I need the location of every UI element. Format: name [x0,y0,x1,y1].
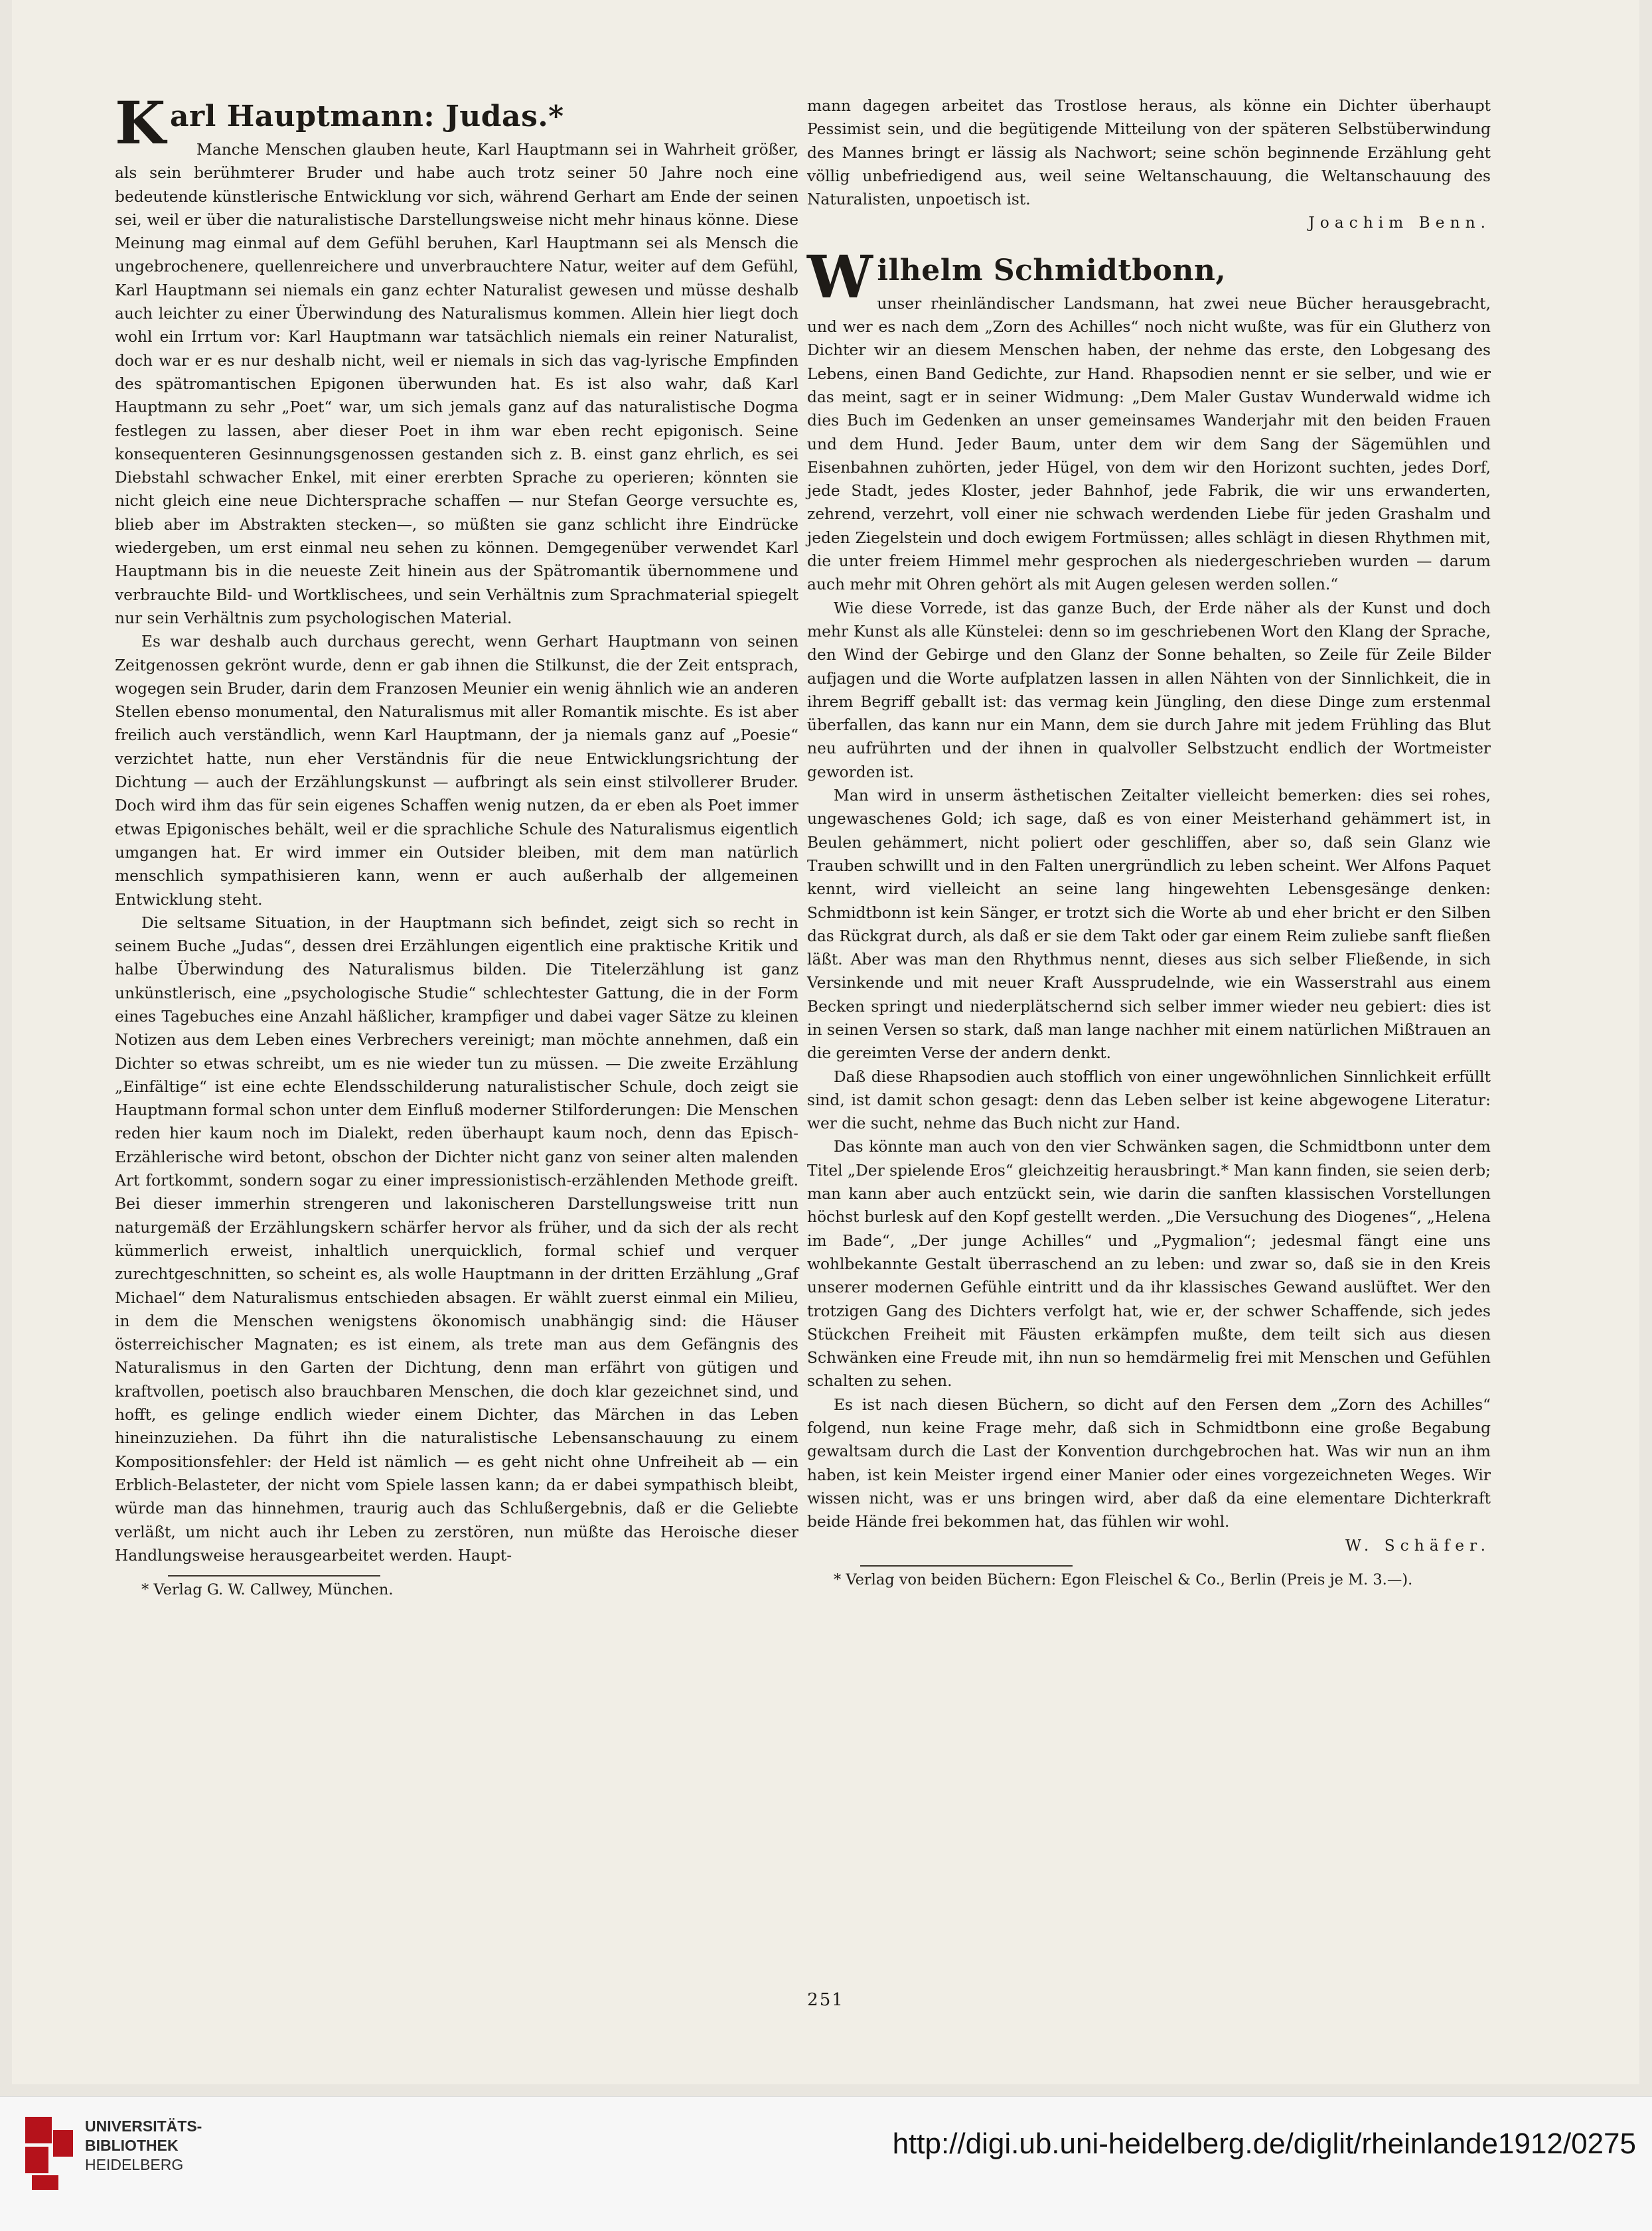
digitization-footer [0,2096,1652,2231]
article-paragraph: unser rheinländischer Landsmann, hat zwei neue Bücher herausgebracht, und wer es nach dem „Zorn des Achilles“ noch nicht wußte, was für ein Glutherz von Dichter wir an diesem Menschen haben, der nehme das erste, den Lobgesang des Lebens, einen Band Gedichte, zur Hand. Rhapsodien nennt er sie selber, und wie er das meint, sagt er in seiner Widmung: „Dem Maler Gustav Wunderwald widme ich dies Buch im Gedenken an unser gemeinsames Wanderjahr mit den beiden Frauen und dem Hund. Jeder Baum, unter dem wir dem Sang der Sägemühlen und Eisenbahnen zuhörten, jeder Hügel, von dem wir den Horizont suchten, jedes Dorf, jede Stadt, jedes Kloster, jeder Bahnhof, jede Fabrik, die wir uns erwanderten, zehrend, verzehrt, voll einer nie schwach werdenden Liebe für jeden Grashalm und jeden Ziegelstein und doch ewigem Fortmüssen; alles schlägt in diesen Rhythmen mit, die unter freiem Himmel mehr gesprochen als niedergeschrieben wurden — darum auch mehr mit Ohren gehört als mit Augen gelesen werden sollen.“ [807,294,1491,594]
footnote: * Verlag von beiden Büchern: Egon Fleischel & Co., Berlin (Preis je M. 3.—). [834,1571,1413,1588]
drop-cap: W [807,242,873,311]
footnote-divider [860,1565,1073,1567]
author-signature: Joachim Benn. [1308,214,1491,232]
library-name-line: HEIDELBERG [85,2156,184,2173]
page-number: 251 [807,1990,844,2010]
article-title-text: ilhelm Schmidtbonn, [877,253,1227,287]
library-name [85,2117,202,2175]
left-column [115,88,798,1600]
permalink-url[interactable]: http://digi.ub.uni-heidelberg.de/diglit/rheinlande1912/0275 [892,2127,1636,2160]
footnote-divider [168,1575,380,1577]
article-paragraph: Wie diese Vorrede, ist das ganze Buch, der Erde näher als der Kunst und doch mehr Kunst als alle Künstelei: denn so im geschriebenen Wort den Klang der Sprache, den Wind der Gebirge und den Glanz der Sonne behalten, so Zeile für Zeile Bilder aufjagen und die Worte aufplatzen lassen in allen Nähten von der Sinnlichkeit, die in ihrem Begriff geballt ist: das vermag kein Jüngling, den diese Dinge zum erstenmal überfallen, das kann nur ein Mann, dem sie durch Jahre mit jedem Frühling das Blut neu aufrührten und der ihnen in qualvoller Selbstzucht endlich der Wortmeister geworden ist. [807,599,1491,781]
article-paragraph: Manche Menschen glauben heute, Karl Hauptmann sei in Wahrheit größer, als sein berühmterer Bruder und habe auch trotz seiner 50 Jahre noch eine bedeutende künstlerische Entwicklung vor sich, während Gerhart am Ende der seinen sei, weil er über die naturalistische Darstellungsweise nicht mehr hinaus könne. Diese Meinung mag einmal auf dem Gefühl beruhen, Karl Hauptmann sei als Mensch die ungebrochenere, quellenreichere und unverbrauchtere Natur, weiter auf dem Gefühl, Karl Hauptmann sei niemals ein ganz echter Naturalist gewesen und müsse deshalb auch leichter zu einer Überwindung des Naturalismus kommen. Allein hier liegt doch wohl ein Irrtum vor: Karl Hauptmann war tatsächlich niemals ein reiner Naturalist, doch war er es nur deshalb nicht, weil er niemals in sich das vag-lyrische Empfinden des spätromantischen Epigonen überwunden hat. Es ist also wahr, daß Karl Hauptmann zu sehr „Poet“ war, um sich jemals ganz auf das naturalistische Dogma festlegen zu lassen, aber dieser Poet in ihm war eben recht epigonisch. Seine konsequenteren Gesinnungsgenossen gestanden sich z. B. einst ganz ehrlich, es sei Diebstahl schwacher Enkel, mit einer ererbten Sprache zu operieren; könnten sie nicht gleich eine neue Dichtersprache schaffen — nur Stefan George versuchte es, blieb aber im Abstrakten stecken—, so müßten sie ganz schlicht ihre Eindrücke wiedergeben, um erst einmal neu sehen zu können. Demgegenüber verwendet Karl Hauptmann bis in die neueste Zeit hinein aus der Spätromantik übernommene und verbrauchte Bild- und Wortklischees, und sein Verhältnis zum Sprachmaterial spiegelt nur sein Verhältnis zum psychologischen Material. [115,141,798,627]
article-continuation: mann dagegen arbeitet das Trostlose heraus, als könne ein Dichter überhaupt Pessimist sein, und die begütigende Mitteilung von der späteren Selbstüberwindung des Mannes bringt er lässig als Nachwort; seine schön beginnende Erzählung geht völlig unbefriedigend aus, weil seine Weltanschauung, die Weltanschauung des Naturalisten, unpoetisch ist. [807,97,1491,209]
university-library-logo-icon [12,2110,78,2196]
article-title-schmidtbonn [807,242,1491,311]
article-paragraph: Die seltsame Situation, in der Hauptmann sich befindet, zeigt sich so recht in seinem Buche „Judas“, dessen drei Erzählungen eigentlich eine praktische Kritik und halbe Überwindung des Naturalismus bilden. Die Titelerzählung ist ganz unkünstlerisch, eine „psychologische Studie“ schlechtester Gattung, die in der Form eines Tagebuches eine Anzahl häßlicher, krampfiger und dabei vager Sätze zu kleinen Notizen aus dem Leben eines Verbrechers vereinigt; man möchte annehmen, daß ein Dichter so etwas schreibt, um es nie wieder tun zu müssen. — Die zweite Erzählung „Einfältige“ ist eine echte Elendsschilderung naturalistischer Schule, doch zeigt sie Hauptmann formal schon unter dem Einfluß moderner Stilforderungen: Die Menschen reden hier kaum noch im Dialekt, reden überhaupt kaum noch, denn das Episch-Erzählerische wird betont, obschon der Dichter nicht ganz von seiner alten malenden Art fortkommt, sondern sogar zu einer impressionistisch-erzählenden Methode greift. Bei dieser immerhin strengeren und lakonischeren Darstellungsweise tritt nun naturgemäß der Erzählungskern schärfer hervor als früher, und da sich der als recht kümmerlich erweist, inhaltlich unerquicklich, formal schief und verquer zurechtgeschnitten, so scheint es, als wolle Hauptmann in der dritten Erzählung „Graf Michael“ dem Naturalismus entschieden absagen. Er wählt zuerst einmal ein Milieu, in dem die Menschen wenigstens ökonomisch unabhängig sind: die Häuser österreichischer Magnaten; es ist einem, als trete man aus dem Gefängnis des Naturalismus in den Garten der Dichtung, denn man erfährt von gütigen und kraftvollen, poetisch also brauchbaren Menschen, die doch klar gezeichnet sind, und hofft, es gelinge endlich wieder einem Dichter, das Märchen in das Leben hineinzuziehen. Da führt ihn die naturalistische Lebensanschauung zu einem Kompositionsfehler: der Held ist nämlich — es geht nicht ohne Unfreiheit ab — ein Erblich-Belasteter, der nicht vom Spiele lassen kann; da er dabei sympathisch bleibt, würde man das hinnehmen, traurig auch das Schlußergebnis, daß er die Geliebte verläßt, um nicht auch ihr Leben zu zerstören, nun müßte das Heroische dieser Handlungsweise herausgearbeitet werden. Haupt- [115,913,798,1565]
scanned-page [12,0,1639,2084]
right-column [807,94,1491,1590]
article-paragraph: Das könnte man auch von den vier Schwänken sagen, die Schmidtbonn unter dem Titel „Der spielende Eros“ gleichzeitig herausbringt.* Man kann finden, sie seien derb; man kann aber auch entzückt sein, wie darin die sanften klassischen Vorstellungen höchst burlesk auf den Kopf gestellt werden. „Die Versuchung des Diogenes“, „Helena im Bade“, „Der junge Achilles“ und „Pygmalion“; jedesmal fängt eine uns wohlbekannte Gestalt überraschend an zu leben: und zwar so, daß sie in den Kreis unserer modernen Gefühle eintritt und da ihr klassisches Gewand auslüftet. Wer den trotzigen Gang des Dichters verfolgt hat, wie er, der schwer Schaffende, sich jedes Stückchen Freiheit mit Fäusten erkämpfen mußte, dem teilt sich aus diesen Schwänken eine Freude mit, ihn nun so hemdärmelig frei mit Menschen und Gefühlen schalten zu sehen. [807,1138,1491,1391]
article-paragraph: Es ist nach diesen Büchern, so dicht auf den Fersen dem „Zorn des Achilles“ folgend, nun keine Frage mehr, daß sich in Schmidtbonn eine große Begabung gewaltsam durch die Last der Konvention durchgebrochen hat. Was wir nun an ihm haben, ist kein Meister irgend einer Manier oder eines vorgezeichneten Weges. Wir wissen nicht, was er uns bringen wird, aber daß da eine elementare Dichterkraft beide Hände frei bekommen hat, das fühlen wir wohl. [807,1395,1491,1531]
library-name-line: BIBLIOTHEK [85,2137,179,2154]
article-title-text: arl Hauptmann: Judas.* [169,100,564,133]
article-paragraph: Man wird in unserm ästhetischen Zeitalter vielleicht bemerken: dies sei rohes, ungewaschenes Gold; ich sage, daß es von einer Meisterhand gehämmert ist, in Beulen gehämmert, nicht poliert oder geschliffen, aber so, daß sein Glanz wie Trauben schwillt und in den Falten unergründlich zu leben scheint. Wer Alfons Paquet kennt, wird vielleicht an seine lang hingewehten Lebensgesänge denken: Schmidtbonn ist kein Sänger, er trotzt sich die Worte ab und eher bricht er den Silben das Rückgrat durch, als daß er sie dem Takt oder gar einem Reim zuliebe sanft fließen läßt. Aber was man den Rhythmus nennt, dieses aus sich selber Fließende, in sich Versinkende und mit neuer Kraft Aussprudelnde, wie ein Wasserstrahl aus einem Becken springt und niederplätschernd sich selber immer wieder neu gebiert: dies ist in seinen Versen so stark, daß man lange nachher mit einem natürlichen Mißtrauen an die gereimten Verse der andern denkt. [807,787,1491,1063]
article-title-hauptmann [115,88,798,157]
article-paragraph: Es war deshalb auch durchaus gerecht, wenn Gerhart Hauptmann von seinen Zeitgenossen gekrönt wurde, denn er gab ihnen die Stilkunst, die der Zeit entsprach, wogegen sein Bruder, darin dem Franzosen Meunier ein wenig ähnlich wie an anderen Stellen ebenso monumental, den Naturalismus mit aller Romantik mischte. Es ist aber freilich auch verständlich, wenn Karl Hauptmann, der ja niemals ganz auf „Poesie“ verzichtet hatte, nun eher Verständnis für die neue Entwicklungsrichtung der Dichtung — auch der Erzählungskunst — aufbringt als sein einst stilvollerer Bruder. Doch wird ihm das für sein eigenes Schaffen wenig nutzen, da er eben als Poet immer etwas Epigonisches behält, weil er die sprachliche Schule des Naturalismus eigentlich umgangen hat. Er wird immer ein Outsider bleiben, mit dem man natürlich menschlich sympathisieren kann, wenn er auch außerhalb der allgemeinen Entwicklung steht. [115,633,798,909]
article-paragraph: Daß diese Rhapsodien auch stofflich von einer ungewöhnlichen Sinnlichkeit erfüllt sind, ist damit schon gesagt: denn das Leben selber ist keine abgewogene Literatur: wer die sucht, nehme das Buch nicht zur Hand. [807,1067,1491,1133]
library-name-line: UNIVERSITÄTS- [85,2117,202,2135]
drop-cap: K [115,88,166,157]
footnote: * Verlag G. W. Callwey, München. [141,1581,394,1599]
author-signature: W. Schäfer. [1345,1536,1491,1555]
